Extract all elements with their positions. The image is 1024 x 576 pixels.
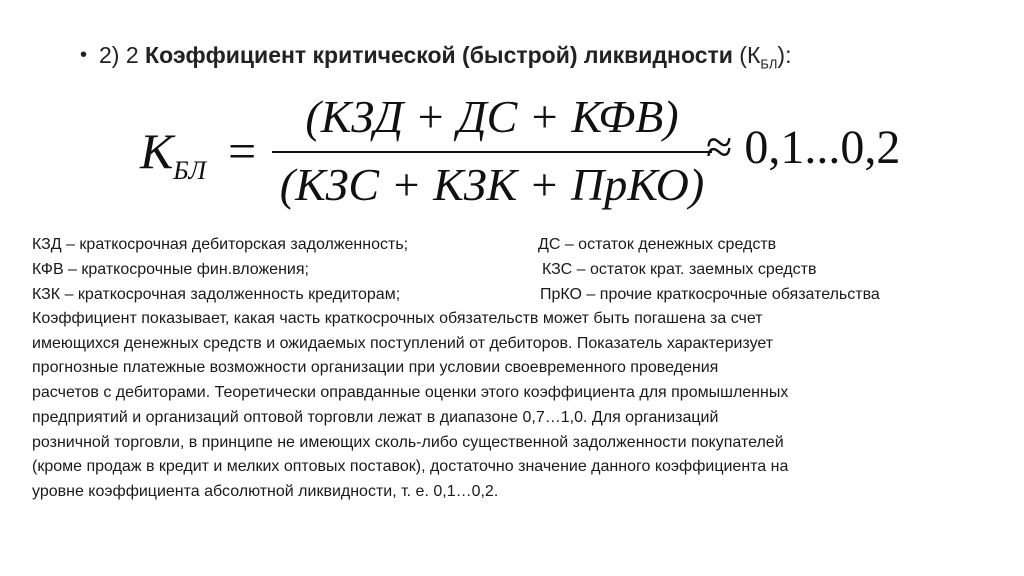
paragraph-line: прогнозные платежные возможности организации при условии своевременного проведения <box>32 359 719 377</box>
heading-paren-open: (К <box>732 42 761 68</box>
definition-right: ПрКО – прочие краткосрочные обязательства <box>540 286 880 303</box>
formula-denominator: (КЗС + КЗК + ПрКО) <box>279 159 705 210</box>
definition-left: КЗД – краткосрочная дебиторская задолженность; <box>32 236 409 253</box>
bullet-icon: • <box>80 44 88 66</box>
formula-numerator: (КЗД + ДС + КФВ) <box>305 91 679 142</box>
fraction-bar <box>272 151 712 153</box>
definition-row <box>32 282 992 307</box>
paragraph-line: розничной торговли, в принципе не имеющих сколь-либо существенной задолженности покупателей <box>32 433 784 451</box>
paragraph-line: предприятий и организаций оптовой торговли лежат в диапазоне 0,7…1,0. Для организаций <box>32 408 719 426</box>
definition-row <box>32 232 992 257</box>
formula-lhs-subscript: БЛ <box>173 156 207 185</box>
definitions-block <box>32 232 992 307</box>
definition-left: КФВ – краткосрочные фин.вложения; <box>32 261 309 278</box>
paragraph-line: (кроме продаж в кредит и мелких оптовых поставок), достаточно значение данного коэффициента на <box>32 458 789 476</box>
definition-row <box>32 257 992 282</box>
formula-lhs-symbol: К <box>140 123 174 179</box>
definition-right: ДС – остаток денежных средств <box>538 236 777 253</box>
heading-prefix: 2) 2 <box>99 42 146 68</box>
paragraph-line: уровне коэффициента абсолютной ликвидности, т. е. 0,1…0,2. <box>32 482 499 500</box>
heading-subscript: БЛ <box>760 56 778 72</box>
paragraph-line: имеющихся денежных средств и ожидаемых поступлений от дебиторов. Показатель характеризует <box>32 334 774 352</box>
definition-right: КЗС – остаток крат. заемных средств <box>542 261 817 278</box>
formula-approx-range: ≈ 0,1...0,2 <box>706 121 901 174</box>
definition-left: КЗК – краткосрочная задолженность кредиторам; <box>32 286 401 303</box>
paragraph-line: Коэффициент показывает, какая часть краткосрочных обязательств может быть погашена за счет <box>32 310 763 327</box>
heading-paren-close: ): <box>777 42 792 68</box>
slide-heading <box>80 40 791 80</box>
heading-title: Коэффициент критической (быстрой) ликвидности <box>145 42 733 68</box>
formula-equals: = <box>228 123 257 179</box>
explanation-paragraph <box>32 307 992 505</box>
formula-lhs <box>140 122 206 186</box>
paragraph-line: расчетов с дебиторами. Теоретически оправданные оценки этого коэффициента для промышленных <box>32 384 789 402</box>
liquidity-formula <box>140 82 940 222</box>
